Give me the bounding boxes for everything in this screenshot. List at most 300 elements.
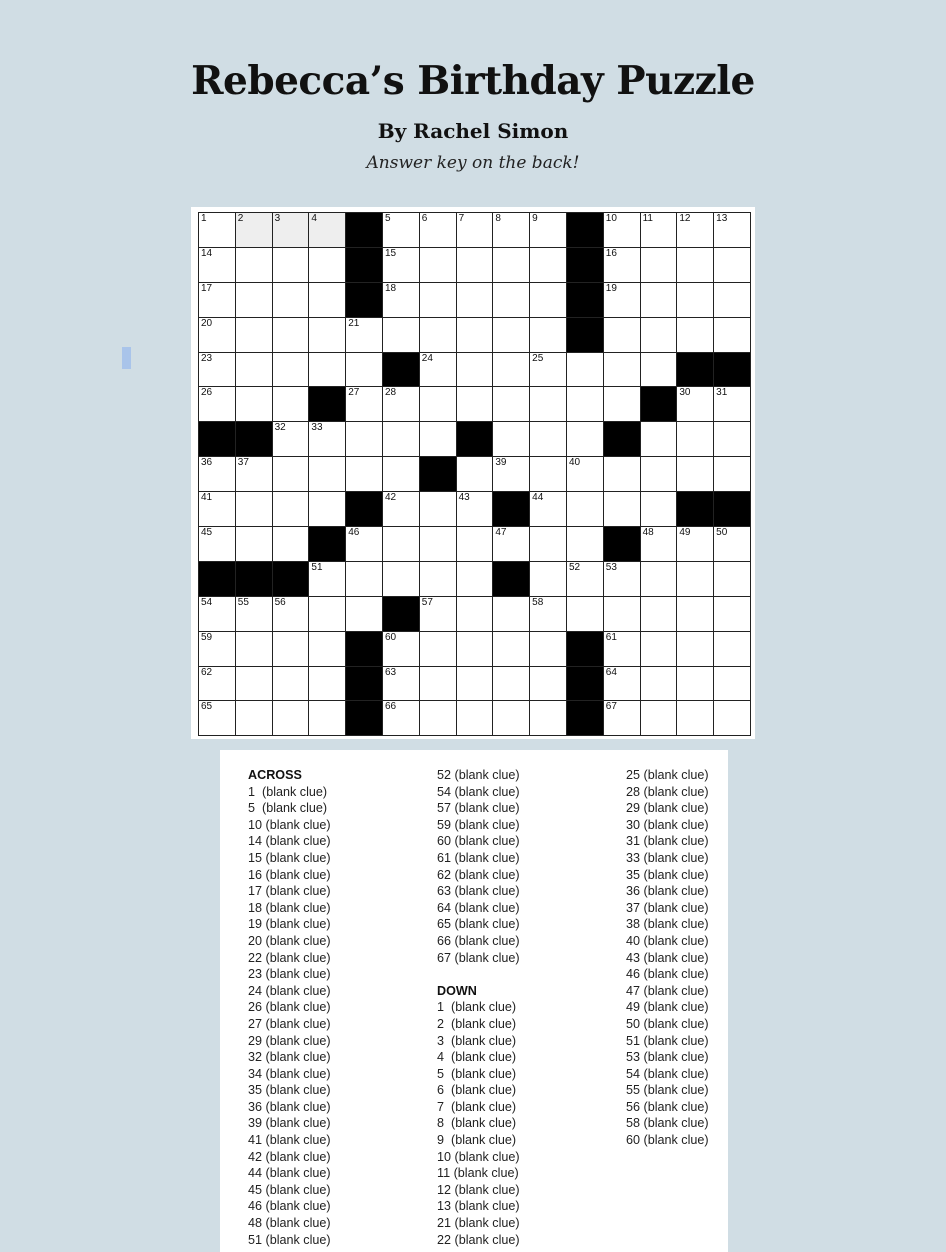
grid-cell[interactable] [714,422,751,457]
grid-cell[interactable] [677,597,714,632]
grid-cell[interactable] [199,353,236,388]
clue-item: 19 (blank clue) [248,917,331,932]
grid-cell[interactable] [236,248,273,283]
clue-item: 60 (blank clue) [437,834,520,849]
clue-number: 10 [605,213,617,224]
grid-cell[interactable] [199,667,236,702]
grid-cell[interactable] [309,457,346,492]
clue-number: 28 [384,387,397,399]
grid-cell[interactable] [493,527,530,562]
black-square [199,422,236,457]
grid-cell[interactable] [641,248,678,283]
grid-cell[interactable] [604,562,641,597]
grid-cell[interactable] [383,248,420,283]
clue-item: 8 (blank clue) [437,1116,517,1131]
grid-cell[interactable] [199,318,236,353]
clue-number: 59 [201,631,213,643]
clue-number: 44 [532,492,544,504]
grid-cell[interactable] [714,248,751,283]
clue-item: 34 (blank clue) [248,1066,331,1081]
grid-cell[interactable] [714,701,751,736]
grid-cell[interactable] [420,353,457,388]
clue-number: 9 [532,213,538,224]
clue-item: 2 (blank clue) [437,1016,517,1031]
clue-item: 60 (blank clue) [626,1133,709,1148]
grid-cell[interactable] [236,283,273,318]
clue-item: 38 (blank clue) [626,917,709,932]
crossword-grid[interactable] [198,212,751,736]
grid-cell[interactable] [457,318,494,353]
grid-cell[interactable] [641,353,678,388]
grid-cell[interactable] [567,353,604,388]
grid-cell[interactable] [493,667,530,702]
grid-cell[interactable] [641,283,678,318]
grid-cell[interactable] [604,387,641,422]
clue-number: 66 [384,701,397,713]
grid-cell[interactable] [714,597,751,632]
grid-cell[interactable] [236,527,273,562]
clue-number: 56 [274,596,286,608]
grid-cell[interactable] [604,492,641,527]
grid-cell[interactable] [641,422,678,457]
clue-item: 46 (blank clue) [626,967,709,982]
clue-number: 61 [605,631,617,643]
grid-cell[interactable] [567,492,604,527]
grid-cell[interactable] [199,387,236,422]
grid-cell[interactable] [309,562,346,597]
clue-number: 33 [311,422,323,434]
clue-number: 46 [348,527,360,539]
grid-cell[interactable] [677,248,714,283]
clue-number: 19 [605,282,617,294]
grid-cell[interactable] [677,213,714,248]
grid-cell[interactable] [309,353,346,388]
grid-cell[interactable] [714,387,751,422]
clue-item: 57 (blank clue) [437,801,520,816]
grid-cell[interactable] [346,457,383,492]
grid-cell[interactable] [530,632,567,667]
grid-cell[interactable] [273,632,310,667]
clue-column-1 [248,767,331,1248]
clue-number: 55 [237,596,249,608]
clue-number: 57 [421,596,433,608]
grid-cell[interactable] [493,213,530,248]
clue-number: 3 [274,213,281,224]
grid-cell[interactable] [641,701,678,736]
grid-cell[interactable] [493,701,530,736]
grid-cell[interactable] [567,527,604,562]
grid-cell[interactable] [567,562,604,597]
grid-cell[interactable] [199,213,236,248]
grid-cell[interactable] [457,527,494,562]
grid-cell[interactable] [199,701,236,736]
grid-cell[interactable] [677,387,714,422]
grid-cell[interactable] [309,248,346,283]
clue-number: 18 [384,282,397,294]
black-square [346,283,383,318]
clue-number: 32 [274,422,286,434]
grid-cell[interactable] [641,632,678,667]
grid-cell[interactable] [530,248,567,283]
clue-item: 36 (blank clue) [626,884,709,899]
clue-item: 44 (blank clue) [248,1166,331,1181]
grid-cell[interactable] [420,213,457,248]
clue-column-3 [626,767,709,1149]
grid-cell[interactable] [309,597,346,632]
grid-cell[interactable] [420,318,457,353]
black-square [714,353,751,388]
black-square [567,667,604,702]
grid-cell[interactable] [457,283,494,318]
grid-cell[interactable] [346,353,383,388]
black-square [346,492,383,527]
grid-cell[interactable] [346,562,383,597]
clue-item: 29 (blank clue) [248,1033,331,1048]
grid-cell[interactable] [493,387,530,422]
grid-cell[interactable] [273,701,310,736]
grid-cell[interactable] [236,701,273,736]
grid-cell[interactable] [493,422,530,457]
grid-cell[interactable] [641,597,678,632]
grid-cell[interactable] [641,492,678,527]
grid-cell[interactable] [457,597,494,632]
grid-cell[interactable] [714,318,751,353]
black-square [346,213,383,248]
clue-number: 13 [716,213,728,224]
grid-cell[interactable] [530,353,567,388]
clue-item: 23 (blank clue) [248,967,331,982]
grid-cell[interactable] [309,701,346,736]
grid-cell[interactable] [493,353,530,388]
grid-cell[interactable] [457,632,494,667]
grid-cell[interactable] [383,283,420,318]
grid-cell[interactable] [346,527,383,562]
grid-cell[interactable] [604,457,641,492]
black-square [309,527,346,562]
clue-item: 28 (blank clue) [626,784,709,799]
grid-cell[interactable] [273,597,310,632]
grid-cell[interactable] [383,632,420,667]
grid-cell[interactable] [567,387,604,422]
grid-cell[interactable] [714,213,751,248]
grid-cell[interactable] [199,248,236,283]
grid-cell[interactable] [641,667,678,702]
grid-cell[interactable] [530,387,567,422]
clue-number: 67 [605,701,617,713]
grid-cell[interactable] [420,597,457,632]
grid-cell[interactable] [677,527,714,562]
grid-cell[interactable] [273,457,310,492]
grid-cell[interactable] [641,457,678,492]
grid-cell[interactable] [567,597,604,632]
clue-item: 52 (blank clue) [437,768,520,782]
grid-cell[interactable] [273,318,310,353]
grid-cell[interactable] [493,283,530,318]
black-square [567,632,604,667]
grid-cell[interactable] [493,457,530,492]
clue-item: 48 (blank clue) [248,1216,331,1231]
grid-cell[interactable] [641,527,678,562]
grid-cell[interactable] [273,387,310,422]
answer-key-note: Answer key on the back! [366,153,580,173]
grid-cell[interactable] [383,422,420,457]
text-cursor [122,347,131,369]
grid-cell[interactable] [714,527,751,562]
grid-cell[interactable] [236,632,273,667]
grid-cell[interactable] [457,353,494,388]
clue-item: 10 (blank clue) [437,1149,520,1164]
clue-item: 50 (blank clue) [626,1016,709,1031]
grid-cell[interactable] [604,597,641,632]
clue-number: 60 [384,631,397,643]
black-square [199,562,236,597]
grid-cell[interactable] [530,667,567,702]
clue-item: 66 (blank clue) [437,933,520,948]
clue-item: 46 (blank clue) [248,1199,331,1214]
grid-cell[interactable] [199,283,236,318]
grid-cell[interactable] [530,213,567,248]
grid-cell[interactable] [714,283,751,318]
grid-cell[interactable] [383,701,420,736]
grid-cell[interactable] [604,213,641,248]
grid-cell[interactable] [420,632,457,667]
clue-number: 25 [532,352,544,364]
grid-cell[interactable] [677,318,714,353]
grid-cell[interactable] [714,457,751,492]
grid-cell[interactable] [420,387,457,422]
grid-cell[interactable] [199,457,236,492]
grid-cell[interactable] [714,632,751,667]
grid-cell[interactable] [236,667,273,702]
grid-cell[interactable] [457,387,494,422]
grid-cell[interactable] [604,283,641,318]
grid-cell[interactable] [530,422,567,457]
clue-item: 6 (blank clue) [437,1083,517,1098]
clue-number: 31 [716,387,728,399]
clue-item: 42 (blank clue) [248,1149,331,1164]
clue-number: 15 [384,247,397,259]
grid-cell[interactable] [420,527,457,562]
clue-item: 20 (blank clue) [248,933,331,948]
clue-number: 51 [311,561,323,573]
grid-cell[interactable] [236,492,273,527]
grid-cell[interactable] [236,387,273,422]
black-square [567,283,604,318]
clue-item: 27 (blank clue) [248,1016,331,1031]
clue-item: 56 (blank clue) [626,1099,709,1114]
grid-cell[interactable] [641,318,678,353]
clue-item: 64 (blank clue) [437,900,520,915]
grid-cell[interactable] [273,492,310,527]
grid-cell[interactable] [199,527,236,562]
black-square [641,387,678,422]
clue-item: 47 (blank clue) [626,983,709,998]
grid-cell[interactable] [420,667,457,702]
black-square [493,492,530,527]
across-heading: ACROSS [248,768,302,782]
grid-cell[interactable] [199,597,236,632]
section-spacer [437,966,520,983]
grid-cell[interactable] [420,701,457,736]
grid-cell[interactable] [309,667,346,702]
grid-cell[interactable] [383,213,420,248]
clue-number: 36 [201,457,213,469]
grid-cell[interactable] [677,701,714,736]
grid-cell[interactable] [457,492,494,527]
black-square [273,562,310,597]
grid-cell[interactable] [530,457,567,492]
grid-cell[interactable] [493,597,530,632]
grid-cell[interactable] [604,353,641,388]
grid-cell[interactable] [677,632,714,667]
grid-cell[interactable] [457,213,494,248]
grid-cell[interactable] [346,318,383,353]
grid-cell[interactable] [383,492,420,527]
grid-cell[interactable] [641,213,678,248]
grid-cell[interactable] [457,562,494,597]
clue-number: 45 [201,527,213,539]
grid-cell[interactable] [604,667,641,702]
grid-cell[interactable] [493,632,530,667]
grid-cell[interactable] [273,283,310,318]
clue-number: 47 [495,527,507,539]
grid-cell[interactable] [714,562,751,597]
grid-cell[interactable] [309,213,346,248]
grid-cell[interactable] [346,597,383,632]
clue-item: 18 (blank clue) [248,900,331,915]
grid-cell[interactable] [530,562,567,597]
grid-cell[interactable] [420,562,457,597]
crossword-grid-panel [191,207,755,739]
clue-number: 63 [384,666,397,678]
grid-cell[interactable] [677,457,714,492]
black-square [346,632,383,667]
grid-cell[interactable] [530,701,567,736]
clue-item: 37 (blank clue) [626,900,709,915]
grid-cell[interactable] [383,667,420,702]
grid-cell[interactable] [530,492,567,527]
clue-item: 5 (blank clue) [248,801,328,816]
grid-cell[interactable] [273,667,310,702]
down-heading: DOWN [437,983,477,998]
clue-item: 4 (blank clue) [437,1050,517,1065]
grid-cell[interactable] [530,597,567,632]
clue-item: 17 (blank clue) [248,884,331,899]
grid-cell[interactable] [530,527,567,562]
grid-cell[interactable] [567,422,604,457]
grid-cell[interactable] [383,457,420,492]
grid-cell[interactable] [236,318,273,353]
grid-cell[interactable] [236,597,273,632]
black-square [346,248,383,283]
clue-item: 16 (blank clue) [248,867,331,882]
clue-item: 30 (blank clue) [626,817,709,832]
clue-item: 53 (blank clue) [626,1050,709,1065]
grid-cell[interactable] [457,248,494,283]
grid-cell[interactable] [677,283,714,318]
grid-cell[interactable] [383,387,420,422]
clue-item: 55 (blank clue) [626,1083,709,1098]
clue-number: 30 [679,387,691,399]
clue-number: 26 [201,387,213,399]
black-square [567,248,604,283]
grid-cell[interactable] [714,667,751,702]
clue-item: 40 (blank clue) [626,933,709,948]
grid-cell[interactable] [567,457,604,492]
grid-cell[interactable] [604,248,641,283]
clue-item: 54 (blank clue) [437,784,520,799]
grid-cell[interactable] [383,562,420,597]
grid-cell[interactable] [604,318,641,353]
grid-cell[interactable] [493,248,530,283]
grid-cell[interactable] [273,527,310,562]
grid-cell[interactable] [493,318,530,353]
clue-number: 39 [495,457,507,469]
clue-column-2 [437,767,520,1248]
grid-cell[interactable] [346,387,383,422]
grid-cell[interactable] [309,632,346,667]
grid-cell[interactable] [309,283,346,318]
grid-cell[interactable] [309,422,346,457]
grid-cell[interactable] [309,318,346,353]
clue-number: 8 [495,213,501,224]
clue-item: 65 (blank clue) [437,917,520,932]
grid-cell[interactable] [604,701,641,736]
clue-item: 32 (blank clue) [248,1050,331,1065]
grid-cell[interactable] [457,701,494,736]
clue-item: 22 (blank clue) [437,1232,520,1247]
grid-cell[interactable] [604,632,641,667]
clue-number: 20 [201,317,213,329]
grid-cell[interactable] [383,527,420,562]
grid-cell[interactable] [273,213,310,248]
grid-cell[interactable] [273,422,310,457]
clue-item: 1 (blank clue) [437,1000,517,1015]
grid-cell[interactable] [420,422,457,457]
clue-item: 51 (blank clue) [248,1232,331,1247]
clue-number: 5 [384,213,391,224]
grid-cell[interactable] [309,492,346,527]
grid-cell[interactable] [273,248,310,283]
grid-cell[interactable] [457,667,494,702]
grid-cell[interactable] [677,422,714,457]
grid-cell[interactable] [677,667,714,702]
clue-item: 7 (blank clue) [437,1099,517,1114]
grid-cell[interactable] [236,353,273,388]
grid-cell[interactable] [420,283,457,318]
grid-cell[interactable] [530,283,567,318]
grid-cell[interactable] [273,353,310,388]
grid-cell[interactable] [677,562,714,597]
grid-cell[interactable] [346,422,383,457]
clue-number: 6 [421,213,428,224]
grid-cell[interactable] [420,492,457,527]
black-square [236,562,273,597]
clue-number: 7 [458,213,465,224]
grid-cell[interactable] [236,457,273,492]
clue-number: 24 [421,352,433,364]
black-square [346,701,383,736]
grid-cell[interactable] [530,318,567,353]
grid-cell[interactable] [457,457,494,492]
clue-item: 25 (blank clue) [626,768,709,782]
grid-cell[interactable] [199,492,236,527]
grid-cell[interactable] [199,632,236,667]
grid-cell[interactable] [383,318,420,353]
grid-cell[interactable] [420,248,457,283]
grid-cell[interactable] [641,562,678,597]
grid-cell[interactable] [236,213,273,248]
